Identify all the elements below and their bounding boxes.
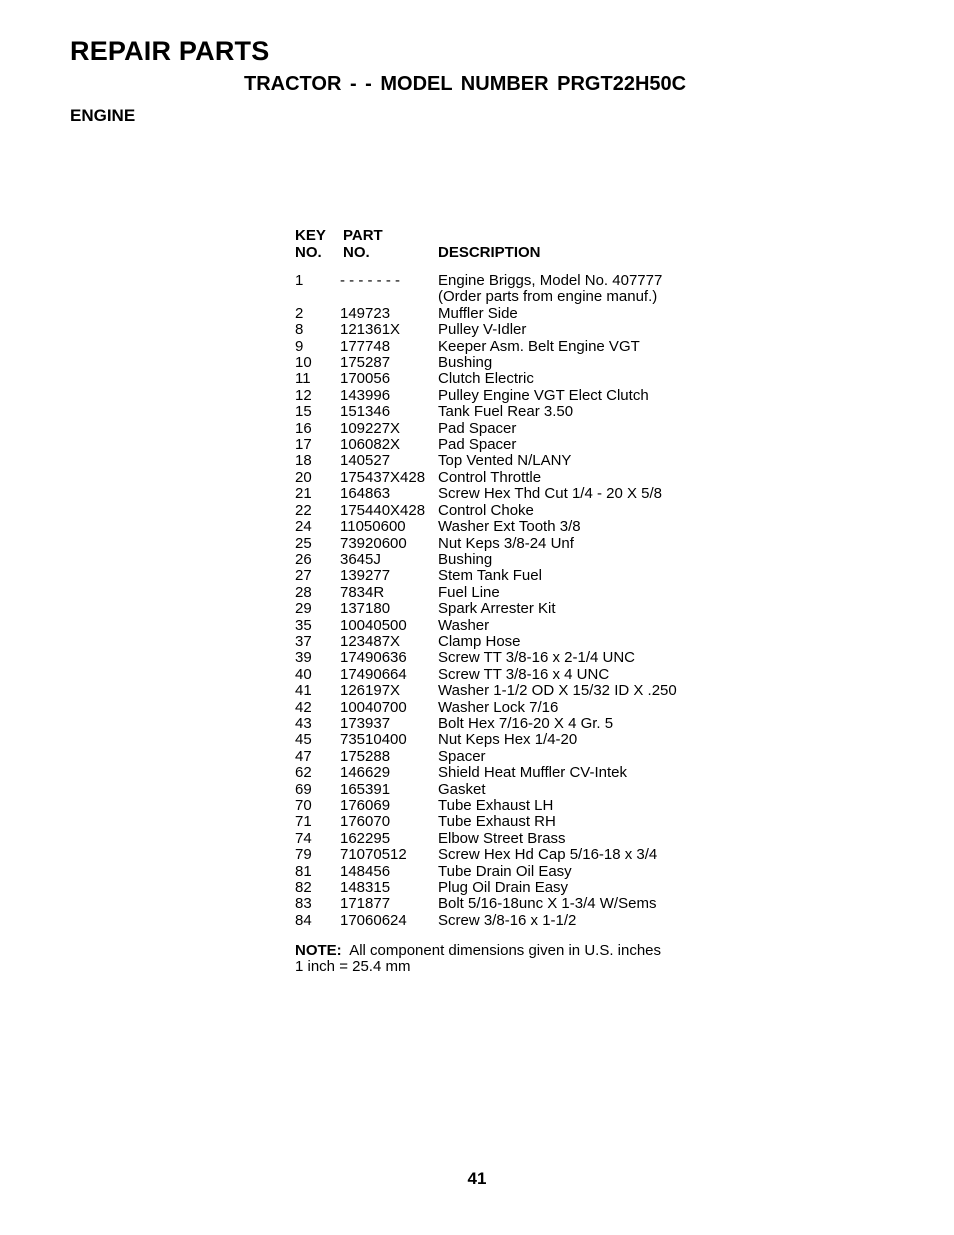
part-number: 11050600 [340, 518, 406, 536]
key-number: 39 [295, 649, 312, 667]
parts-row [295, 585, 715, 601]
part-description [438, 437, 715, 453]
part-description-line: Nut Keps 3/8-24 Unf [438, 534, 574, 552]
section-heading: ENGINE [70, 106, 136, 125]
part-description [438, 355, 715, 371]
part-description [438, 634, 715, 650]
part-number: 17490636 [340, 649, 407, 667]
parts-row [295, 732, 715, 748]
page-number: 41 [467, 1169, 487, 1188]
part-description [438, 601, 715, 617]
part-description-line: Pad Spacer [438, 419, 517, 437]
note-line2: 1 inch = 25.4 mm [295, 958, 411, 976]
part-number: 165391 [340, 780, 391, 798]
part-number: 139277 [340, 567, 391, 585]
part-number: 175440X428 [340, 501, 426, 519]
part-number: 3645J [340, 550, 381, 568]
key-number: 41 [295, 682, 312, 700]
part-description [438, 864, 715, 880]
part-number: 177748 [340, 337, 391, 355]
part-number: 10040700 [340, 698, 407, 716]
part-description [438, 486, 715, 502]
part-description-line: Control Choke [438, 501, 534, 519]
key-number: 15 [295, 403, 312, 421]
part-description-continuation: (Order parts from engine manuf.) [438, 288, 658, 306]
key-number: 12 [295, 386, 312, 404]
part-number: 148456 [340, 862, 391, 880]
part-description [438, 503, 715, 519]
column-header-key-line2: NO. [295, 244, 322, 261]
part-number: 175437X428 [340, 468, 426, 486]
part-description [438, 339, 715, 355]
parts-row [295, 453, 715, 469]
part-description [438, 896, 715, 912]
part-description [438, 470, 715, 486]
key-number: 26 [295, 550, 312, 568]
parts-row [295, 880, 715, 896]
key-number: 8 [295, 321, 304, 339]
key-number: 17 [295, 436, 312, 454]
part-description-line: Elbow Street Brass [438, 829, 566, 847]
key-number: 27 [295, 567, 312, 585]
part-description [438, 568, 715, 584]
part-number: 137180 [340, 600, 391, 618]
part-description-line: Bushing [438, 550, 493, 568]
part-description [438, 847, 715, 863]
part-number: 151346 [340, 403, 391, 421]
part-description [438, 585, 715, 601]
part-description-line: Spacer [438, 747, 486, 765]
column-header-key-line1: KEY [295, 227, 326, 244]
part-number: 175287 [340, 354, 391, 372]
part-description-line: Bolt Hex 7/16-20 X 4 Gr. 5 [438, 714, 614, 732]
part-description-line: Washer Ext Tooth 3/8 [438, 518, 581, 536]
column-header-part-line2: NO. [343, 244, 370, 261]
part-description [438, 749, 715, 765]
parts-row [295, 667, 715, 683]
part-number: 173937 [340, 714, 391, 732]
part-number: 73510400 [340, 731, 407, 749]
part-number: 143996 [340, 386, 391, 404]
parts-row [295, 371, 715, 387]
key-number: 47 [295, 747, 312, 765]
column-header-part [343, 227, 383, 261]
part-description [438, 913, 715, 929]
key-number: 84 [295, 911, 312, 929]
part-description [438, 814, 715, 830]
parts-row [295, 421, 715, 437]
key-number: 69 [295, 780, 312, 798]
key-number: 45 [295, 731, 312, 749]
part-description-line: Clutch Electric [438, 370, 534, 388]
part-number: 71070512 [340, 846, 407, 864]
parts-row [295, 700, 715, 716]
part-number: 7834R [340, 583, 385, 601]
part-description-line: Shield Heat Muffler CV-Intek [438, 764, 627, 782]
part-description-line: Pulley V-Idler [438, 321, 527, 339]
part-description-line: Washer Lock 7/16 [438, 698, 559, 716]
part-description [438, 519, 715, 535]
part-description [438, 650, 715, 666]
part-description-line: Bushing [438, 354, 493, 372]
part-number: 17490664 [340, 665, 407, 683]
part-description [438, 880, 715, 896]
part-description [438, 306, 715, 322]
part-description-line: Screw Hex Hd Cap 5/16-18 x 3/4 [438, 846, 658, 864]
part-description [438, 453, 715, 469]
parts-row [295, 798, 715, 814]
part-description [438, 552, 715, 568]
part-description-line: Nut Keps Hex 1/4-20 [438, 731, 578, 749]
part-description [438, 782, 715, 798]
key-number: 24 [295, 518, 312, 536]
part-description-line: Washer 1-1/2 OD X 15/32 ID X .250 [438, 682, 677, 700]
part-description-line: Screw TT 3/8-16 x 2-1/4 UNC [438, 649, 636, 667]
part-number: 140527 [340, 452, 391, 470]
part-number: 149723 [340, 304, 391, 322]
key-number: 40 [295, 665, 312, 683]
key-number: 20 [295, 468, 312, 486]
part-description [438, 683, 715, 699]
part-number: 123487X [340, 632, 401, 650]
part-description-line: Pad Spacer [438, 436, 517, 454]
part-description-line: Plug Oil Drain Easy [438, 879, 569, 897]
column-header-part-line1: PART [343, 227, 383, 244]
part-number: 109227X [340, 419, 401, 437]
key-number: 79 [295, 846, 312, 864]
part-description [438, 700, 715, 716]
key-number: 83 [295, 895, 312, 913]
part-description-line: Gasket [438, 780, 486, 798]
part-number: 121361X [340, 321, 401, 339]
key-number: 1 [295, 272, 304, 289]
parts-row [295, 552, 715, 568]
part-description [438, 618, 715, 634]
key-number: 62 [295, 764, 312, 782]
key-number: 37 [295, 632, 312, 650]
key-number: 18 [295, 452, 312, 470]
key-number: 25 [295, 534, 312, 552]
parts-row [295, 519, 715, 535]
parts-row [295, 536, 715, 552]
key-number: 74 [295, 829, 312, 847]
part-number: 170056 [340, 370, 391, 388]
parts-row [295, 650, 715, 666]
part-description-line: Washer [438, 616, 490, 634]
part-description-line: Stem Tank Fuel [438, 567, 542, 585]
parts-row [295, 437, 715, 453]
part-description-line: Control Throttle [438, 468, 542, 486]
part-number: 175288 [340, 747, 391, 765]
part-description-line: Screw Hex Thd Cut 1/4 - 20 X 5/8 [438, 485, 662, 503]
parts-row [295, 634, 715, 650]
key-number: 81 [295, 862, 312, 880]
parts-row [295, 814, 715, 830]
parts-row [295, 503, 715, 519]
key-number: 9 [295, 337, 304, 355]
key-number: 28 [295, 583, 312, 601]
key-number: 70 [295, 797, 312, 814]
parts-row [295, 782, 715, 798]
part-description-line: Clamp Hose [438, 632, 521, 650]
part-number: 171877 [340, 895, 391, 913]
part-number: 162295 [340, 829, 391, 847]
part-number: 148315 [340, 879, 391, 897]
part-description [438, 732, 715, 748]
parts-row [295, 355, 715, 371]
column-header-key [295, 227, 326, 261]
parts-row [295, 749, 715, 765]
part-description-line: Bolt 5/16-18unc X 1-3/4 W/Sems [438, 895, 657, 913]
key-number: 71 [295, 813, 312, 831]
part-number: - - - - - - - [340, 272, 400, 289]
parts-row [295, 913, 715, 929]
part-description-line: Keeper Asm. Belt Engine VGT [438, 337, 640, 355]
part-description [438, 716, 715, 732]
parts-row [295, 273, 715, 306]
parts-list [295, 273, 715, 929]
page-title: REPAIR PARTS [70, 36, 270, 66]
key-number: 29 [295, 600, 312, 618]
parts-row [295, 716, 715, 732]
part-number: 146629 [340, 764, 391, 782]
part-description-line: Top Vented N/LANY [438, 452, 572, 470]
part-description-line: Tube Drain Oil Easy [438, 862, 572, 880]
part-number: 106082X [340, 436, 401, 454]
part-description-line: Tube Exhaust RH [438, 813, 556, 831]
part-number: 176070 [340, 813, 391, 831]
parts-row [295, 470, 715, 486]
part-description [438, 765, 715, 781]
part-description [438, 388, 715, 404]
key-number: 82 [295, 879, 312, 897]
parts-row [295, 306, 715, 322]
parts-row [295, 601, 715, 617]
part-number: 126197X [340, 682, 401, 700]
part-number: 176069 [340, 797, 391, 814]
part-number: 164863 [340, 485, 391, 503]
parts-row [295, 568, 715, 584]
part-description [438, 404, 715, 420]
key-number: 2 [295, 304, 304, 322]
part-description-line: Engine Briggs, Model No. 407777 [438, 272, 663, 289]
key-number: 10 [295, 354, 312, 372]
part-description [438, 421, 715, 437]
part-description-line: Screw 3/8-16 x 1-1/2 [438, 911, 577, 929]
part-description-line: Muffler Side [438, 304, 518, 322]
column-header-description: DESCRIPTION [438, 244, 541, 261]
parts-row [295, 339, 715, 355]
part-description [438, 798, 715, 814]
part-description [438, 667, 715, 683]
model-subtitle: TRACTOR - - MODEL NUMBER PRGT22H50C [244, 73, 687, 95]
parts-row [295, 847, 715, 863]
parts-row [295, 765, 715, 781]
note-label: NOTE: [295, 942, 342, 959]
parts-row [295, 618, 715, 634]
key-number: 16 [295, 419, 312, 437]
part-description-line: Pulley Engine VGT Elect Clutch [438, 386, 649, 404]
part-description-line: Screw TT 3/8-16 x 4 UNC [438, 665, 610, 683]
parts-row [295, 322, 715, 338]
key-number: 42 [295, 698, 312, 716]
parts-row [295, 896, 715, 912]
key-number: 11 [295, 370, 311, 388]
parts-row [295, 864, 715, 880]
part-description-line: Tank Fuel Rear 3.50 [438, 403, 574, 421]
part-description [438, 831, 715, 847]
parts-row [295, 831, 715, 847]
part-description-line: Spark Arrester Kit [438, 600, 556, 618]
part-number: 73920600 [340, 534, 407, 552]
note-text: All component dimensions given in U.S. inches [349, 942, 662, 959]
parts-row [295, 486, 715, 502]
part-description [438, 536, 715, 552]
parts-row [295, 683, 715, 699]
key-number: 21 [295, 485, 312, 503]
part-description [438, 322, 715, 338]
part-description [438, 371, 715, 387]
note-block [295, 943, 661, 976]
part-number: 17060624 [340, 911, 407, 929]
key-number: 43 [295, 714, 312, 732]
part-description [438, 273, 715, 306]
part-description-line: Fuel Line [438, 583, 500, 601]
part-description-line: Tube Exhaust LH [438, 797, 554, 814]
note-line1 [295, 943, 661, 959]
key-number: 35 [295, 616, 312, 634]
key-number: 22 [295, 501, 312, 519]
parts-row [295, 404, 715, 420]
part-number: 10040500 [340, 616, 407, 634]
parts-row [295, 388, 715, 404]
